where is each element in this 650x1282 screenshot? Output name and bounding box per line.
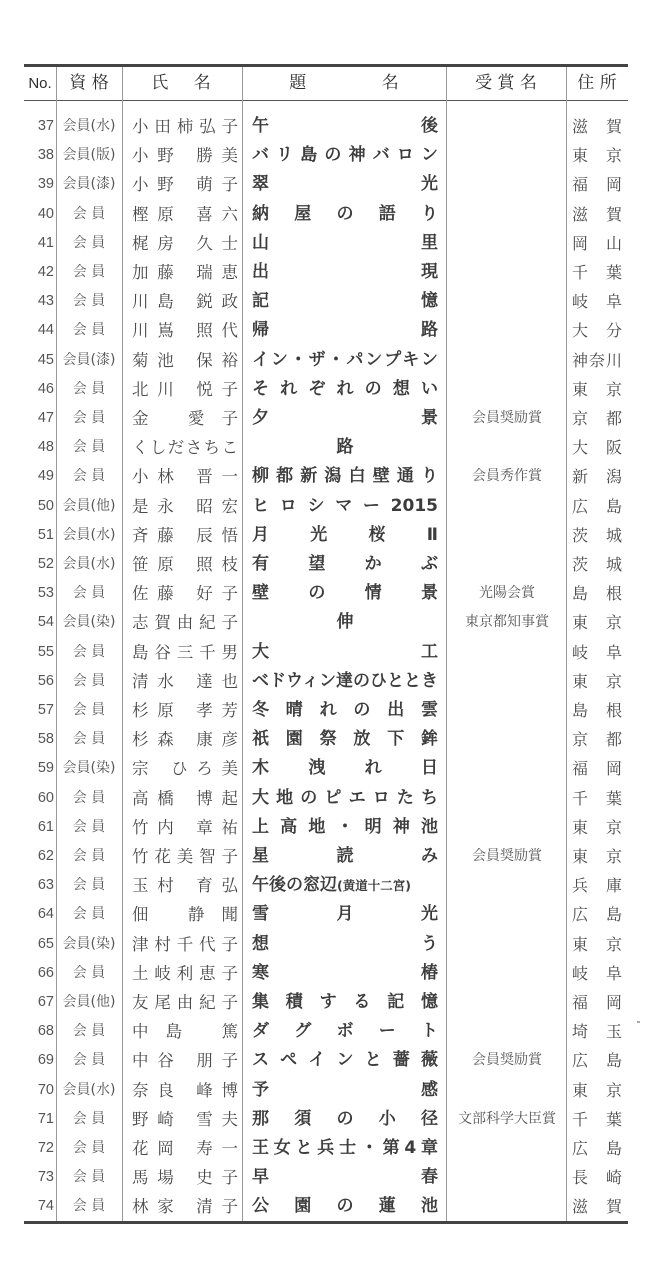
work-title: 寒 椿	[252, 962, 438, 983]
member-name: 川嶌 照代	[132, 321, 238, 341]
member-name: 小野 萌子	[132, 175, 238, 195]
work-title: 上高地・明神池	[252, 816, 438, 837]
work-title: 納屋の語り	[252, 203, 438, 224]
work-title: 雪 月 光	[252, 904, 438, 925]
member-name: 是永 昭宏	[132, 496, 238, 516]
row-number: 48	[37, 439, 54, 456]
member-address: 千 葉	[572, 263, 622, 282]
member-address: 岐 阜	[572, 292, 622, 312]
member-name: 斉藤 辰悟	[132, 525, 238, 545]
member-name: 馬場 史子	[132, 1168, 238, 1188]
award-name	[448, 813, 566, 842]
member-qualification: 会員(漆)	[62, 351, 116, 368]
table-row	[24, 112, 628, 141]
table-row	[24, 1134, 628, 1163]
member-name: 友尾由紀子	[132, 993, 238, 1012]
member-qualification: 会 員	[72, 1140, 106, 1156]
award-name	[448, 258, 566, 287]
work-title: 帰 路	[252, 320, 438, 341]
header-qualification: 資 格	[69, 73, 109, 93]
work-title: 星 読 み	[252, 846, 438, 866]
member-address: 岐 阜	[572, 642, 622, 662]
member-qualification: 会 員	[72, 205, 106, 222]
member-address: 長 崎	[572, 1168, 622, 1188]
member-qualification: 会 員	[72, 468, 106, 485]
member-name: 奈良 峰博	[132, 1080, 238, 1100]
header-no: No.	[28, 75, 52, 92]
row-number: 60	[37, 789, 54, 806]
award-name	[448, 433, 566, 462]
row-number: 64	[37, 906, 54, 923]
member-name: 林家 清子	[132, 1197, 238, 1217]
table-row	[24, 1076, 628, 1105]
row-number: 45	[37, 351, 54, 368]
row-number: 63	[37, 877, 54, 894]
work-title: 記 憶	[252, 291, 438, 312]
member-name: 土岐利恵子	[132, 963, 238, 983]
table-row	[24, 813, 628, 842]
member-name: 杉森 康彦	[132, 730, 238, 750]
table-row	[24, 433, 628, 462]
member-name: 加藤 瑞恵	[132, 263, 238, 282]
table-row	[24, 200, 628, 229]
member-qualification: 会 員	[72, 643, 106, 660]
work-title: 壁の情景	[252, 583, 438, 604]
work-title: 大 工	[252, 641, 438, 662]
award-name: 東京都知事賞	[465, 614, 549, 631]
award-name	[448, 725, 566, 754]
member-address: 京 都	[572, 409, 622, 428]
member-name: 小野 勝美	[132, 146, 238, 166]
table-row	[24, 784, 628, 813]
row-number: 51	[37, 526, 54, 543]
award-name	[448, 1076, 566, 1105]
row-number: 69	[37, 1052, 54, 1069]
row-number: 54	[37, 614, 54, 631]
table-row	[24, 521, 628, 550]
member-qualification: 会 員	[72, 818, 106, 835]
table-row	[24, 725, 628, 754]
member-name: 高橋 博起	[132, 788, 238, 808]
row-number: 58	[37, 731, 54, 748]
row-number: 38	[37, 147, 54, 164]
table-row	[24, 258, 628, 287]
member-address: 東 京	[572, 934, 622, 954]
member-qualification: 会員(漆)	[62, 176, 116, 193]
member-address: 東 京	[572, 146, 622, 166]
work-title: 出 現	[252, 262, 438, 282]
member-name: 笹原 照枝	[132, 555, 238, 574]
work-title: 王女と兵士・第4章	[252, 1138, 438, 1158]
member-qualification: 会員(染)	[62, 760, 116, 777]
work-title: 木洩れ日	[252, 758, 438, 779]
table-row	[24, 930, 628, 959]
work-title: 夕 景	[252, 408, 438, 428]
work-title: バリ島の神バロン	[252, 145, 438, 166]
award-name	[448, 141, 566, 170]
row-number: 50	[37, 497, 54, 514]
award-name	[448, 754, 566, 783]
member-qualification: 会員(水)	[62, 1081, 116, 1098]
work-title: 大地のピエロたち	[252, 787, 438, 808]
member-name: 清水 達也	[132, 671, 238, 691]
member-qualification: 会 員	[72, 410, 106, 426]
header-address: 住 所	[577, 73, 617, 93]
row-number: 41	[37, 234, 54, 251]
table-row	[24, 375, 628, 404]
table-row	[24, 842, 628, 871]
award-name	[448, 170, 566, 199]
work-title: 山 里	[252, 232, 438, 253]
member-address: 東 京	[572, 379, 622, 399]
table-row	[24, 871, 628, 900]
award-name	[448, 375, 566, 404]
header-name: 氏 名	[151, 73, 211, 93]
member-name: 中島 篤	[132, 1022, 238, 1042]
row-number: 70	[37, 1081, 54, 1098]
member-qualification: 会員(水)	[62, 526, 116, 543]
member-name: 小林 晋一	[132, 467, 238, 487]
member-name: 玉村 育弘	[132, 876, 238, 896]
member-qualification: 会員(染)	[62, 935, 116, 952]
table-header	[24, 67, 628, 100]
table-row	[24, 1105, 628, 1134]
award-name	[448, 550, 566, 579]
work-title: スペインと薔薇	[252, 1050, 438, 1071]
table-row	[24, 988, 628, 1017]
member-name: 竹花美智子	[132, 847, 238, 866]
member-address: 兵 庫	[572, 876, 622, 896]
member-qualification: 会 員	[72, 731, 106, 748]
row-number: 56	[37, 672, 54, 689]
table-row	[24, 462, 628, 491]
member-address: 広 島	[572, 496, 622, 516]
member-name: 野崎 雪夫	[132, 1109, 238, 1129]
member-address: 広 島	[572, 1139, 622, 1158]
row-number: 68	[37, 1023, 54, 1040]
member-name: 中谷 朋子	[132, 1051, 238, 1071]
member-qualification: 会 員	[72, 380, 106, 397]
work-title: 伸	[336, 612, 354, 633]
award-name	[448, 1192, 566, 1221]
member-name: 佐藤 好子	[132, 584, 238, 604]
row-number: 49	[37, 468, 54, 485]
award-name	[448, 959, 566, 988]
row-number: 62	[37, 848, 54, 864]
member-address: 広 島	[572, 905, 622, 925]
table-row	[24, 667, 628, 696]
work-title: 冬晴れの出雲	[252, 700, 438, 720]
table-row	[24, 229, 628, 258]
member-qualification: 会 員	[72, 293, 106, 310]
table-row	[24, 959, 628, 988]
member-name: 樫原 喜六	[132, 204, 238, 224]
row-number: 37	[37, 118, 54, 134]
table-row	[24, 170, 628, 199]
work-title: 那須の小径	[252, 1108, 438, 1129]
member-qualification: 会 員	[72, 789, 106, 806]
work-title: 柳都新潟白壁通り	[252, 466, 438, 487]
member-qualification: 会 員	[72, 322, 106, 339]
member-address: 滋 賀	[572, 117, 622, 136]
table-row	[24, 900, 628, 929]
member-qualification: 会 員	[72, 264, 106, 280]
award-name	[448, 784, 566, 813]
row-number: 72	[37, 1140, 54, 1156]
table-row	[24, 404, 628, 433]
member-address: 岐 阜	[572, 963, 622, 983]
member-qualification: 会 員	[72, 877, 106, 894]
row-number: 44	[37, 322, 54, 339]
member-address: 東 京	[572, 671, 622, 691]
table-row	[24, 287, 628, 316]
work-title: ダグボート	[252, 1021, 438, 1042]
table-row	[24, 1046, 628, 1075]
award-name: 文部科学大臣賞	[458, 1110, 556, 1127]
work-title: 集積する記憶	[252, 992, 438, 1012]
award-name: 光陽会賞	[479, 585, 535, 602]
award-name: 会員奨励賞	[472, 1052, 542, 1069]
member-address: 東 京	[572, 817, 622, 837]
member-qualification: 会員(他)	[62, 497, 116, 514]
award-name	[448, 871, 566, 900]
member-address: 埼 玉	[572, 1022, 622, 1042]
table-row	[24, 141, 628, 170]
work-title: イン・ザ・パンプキン	[252, 349, 438, 370]
member-qualification: 会 員	[72, 702, 106, 718]
table-row	[24, 316, 628, 345]
member-address: 島 根	[572, 584, 622, 604]
member-address: 滋 賀	[572, 1197, 622, 1217]
table-row	[24, 754, 628, 783]
member-address: 岡 山	[572, 233, 622, 253]
member-address: 茨 城	[572, 525, 622, 545]
table-row	[24, 550, 628, 579]
award-name: 会員奨励賞	[472, 410, 542, 426]
member-address: 滋 賀	[572, 204, 622, 224]
member-address: 京 都	[572, 730, 622, 750]
member-qualification: 会 員	[72, 848, 106, 864]
row-number: 46	[37, 380, 54, 397]
member-qualification: 会 員	[72, 906, 106, 923]
member-name: 志賀由紀子	[132, 613, 238, 633]
row-number: 57	[37, 702, 54, 718]
award-name	[448, 521, 566, 550]
member-name: 川島 鋭政	[132, 292, 238, 312]
member-qualification: 会員(水)	[62, 556, 116, 572]
table-row	[24, 492, 628, 521]
table-row	[24, 638, 628, 667]
work-title: 早 春	[252, 1167, 438, 1188]
member-address: 東 京	[572, 613, 622, 633]
member-name: 梶房 久士	[132, 233, 238, 253]
work-title: それぞれの想い	[252, 378, 438, 399]
member-name: 宗 ひろ美	[132, 759, 238, 779]
award-name	[448, 988, 566, 1017]
award-name	[448, 229, 566, 258]
row-number: 47	[37, 410, 54, 426]
table-row	[24, 1163, 628, 1192]
award-name	[448, 346, 566, 375]
member-qualification: 会 員	[72, 439, 106, 456]
member-address: 福 岡	[572, 759, 622, 779]
row-number: 53	[37, 585, 54, 602]
member-qualification: 会員(染)	[62, 614, 116, 631]
award-name	[448, 1134, 566, 1163]
member-qualification: 会員(水)	[62, 118, 116, 134]
work-title: 想 う	[252, 933, 438, 954]
member-address: 新 潟	[572, 467, 622, 487]
header-rule	[24, 100, 628, 101]
table-row	[24, 346, 628, 375]
member-qualification: 会 員	[72, 1110, 106, 1127]
award-name	[448, 638, 566, 667]
work-title: 有望かぶ	[252, 554, 438, 574]
member-name: 小田柿弘子	[132, 117, 238, 136]
member-qualification: 会員(版)	[62, 147, 116, 164]
award-name: 会員秀作賞	[472, 468, 542, 485]
member-address: 神奈川	[572, 350, 622, 370]
member-qualification: 会員(他)	[62, 994, 116, 1010]
row-number: 40	[37, 205, 54, 222]
row-number: 71	[37, 1110, 54, 1127]
work-title: ヒロシマー2015	[252, 495, 438, 516]
member-qualification: 会 員	[72, 1052, 106, 1069]
award-name	[448, 696, 566, 725]
award-name	[448, 1163, 566, 1192]
member-address: 東 京	[572, 1080, 622, 1100]
member-name: 杉原 孝芳	[132, 701, 238, 720]
member-address: 大 阪	[572, 438, 622, 458]
member-address: 島 根	[572, 701, 622, 720]
award-name	[448, 112, 566, 141]
row-number: 42	[37, 264, 54, 280]
row-number: 67	[37, 994, 54, 1010]
row-number: 59	[37, 760, 54, 777]
row-number: 66	[37, 964, 54, 981]
member-address: 千 葉	[572, 788, 622, 808]
row-number: 73	[37, 1169, 54, 1186]
table-row	[24, 1017, 628, 1046]
member-name: 北川 悦子	[132, 379, 238, 399]
member-name: くしださちこ	[132, 438, 238, 458]
row-number: 65	[37, 935, 54, 952]
work-title: 午 後	[252, 116, 438, 136]
award-name	[448, 900, 566, 929]
member-name: 竹内 章祐	[132, 817, 238, 837]
award-name	[448, 667, 566, 696]
table-row	[24, 608, 628, 637]
row-number: 39	[37, 176, 54, 193]
member-address: 福 岡	[572, 993, 622, 1012]
table-row	[24, 579, 628, 608]
member-name: 金 愛子	[132, 409, 238, 428]
member-address: 東 京	[572, 847, 622, 866]
member-qualification: 会 員	[72, 585, 106, 602]
member-qualification: 会 員	[72, 1023, 106, 1040]
table-bottom-rule	[24, 1221, 628, 1224]
work-title: 公園の蓮池	[252, 1196, 438, 1217]
table-row	[24, 1192, 628, 1221]
work-title-main: 午後の窓辺	[252, 875, 337, 896]
header-title: 題 名	[289, 73, 399, 93]
award-name: 会員奨励賞	[472, 848, 542, 864]
row-number: 43	[37, 293, 54, 310]
header-award: 受 賞 名	[475, 73, 537, 93]
work-title: 翠 光	[252, 174, 438, 195]
page-mark	[637, 1021, 640, 1023]
member-name: 佃 静聞	[132, 905, 238, 925]
member-qualification: 会 員	[72, 234, 106, 251]
row-number: 74	[37, 1198, 54, 1215]
work-title: 月光桜Ⅱ	[252, 524, 438, 545]
member-name: 花岡 寿一	[132, 1139, 238, 1158]
award-name	[448, 316, 566, 345]
member-address: 福 岡	[572, 175, 622, 195]
work-title: 祇園祭放下鉾	[252, 729, 438, 750]
member-qualification: 会 員	[72, 1198, 106, 1215]
member-qualification: 会 員	[72, 964, 106, 981]
member-name: 津村千代子	[132, 934, 238, 954]
member-qualification: 会 員	[72, 1169, 106, 1186]
row-number: 61	[37, 818, 54, 835]
work-title-subtitle: (黄道十二宮)	[337, 878, 411, 894]
member-address: 千 葉	[572, 1109, 622, 1129]
member-name: 島谷三千男	[132, 642, 238, 662]
award-name	[448, 287, 566, 316]
work-title: 路	[336, 437, 354, 458]
row-number: 55	[37, 643, 54, 660]
work-title: ベドウィン達のひととき	[252, 670, 438, 691]
award-name	[448, 1017, 566, 1046]
award-name	[448, 492, 566, 521]
row-number: 52	[37, 556, 54, 572]
member-address: 茨 城	[572, 555, 622, 574]
work-title: 予 感	[252, 1079, 438, 1100]
member-qualification: 会 員	[72, 672, 106, 689]
member-name: 菊池 保裕	[132, 350, 238, 370]
member-address: 大 分	[572, 321, 622, 341]
table-row	[24, 696, 628, 725]
award-name	[448, 930, 566, 959]
member-address: 広 島	[572, 1051, 622, 1071]
award-name	[448, 200, 566, 229]
work-title	[252, 871, 438, 900]
